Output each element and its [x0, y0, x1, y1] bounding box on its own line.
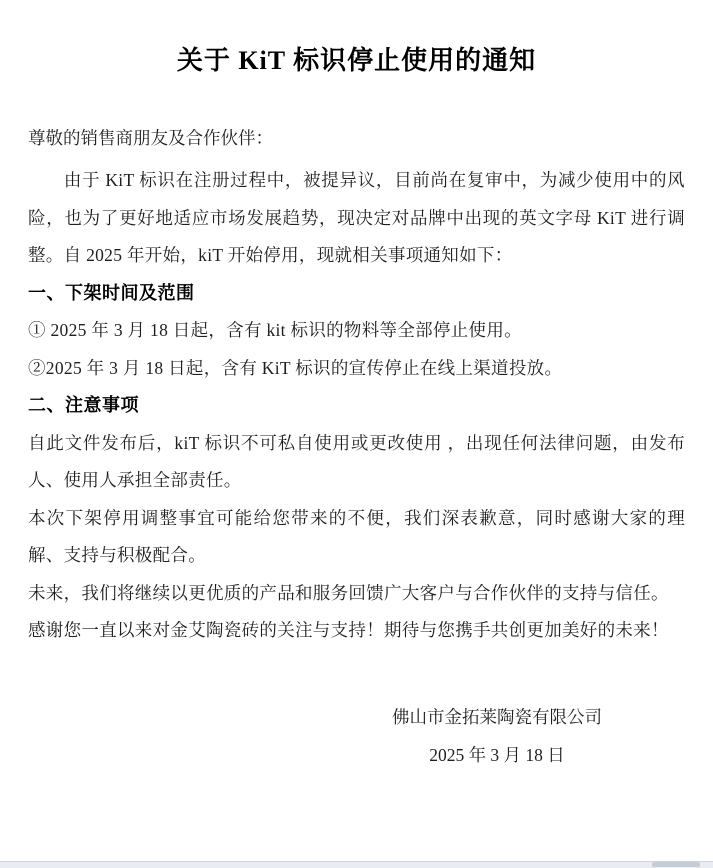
signature-block [357, 698, 637, 774]
scrollbar-thumb[interactable] [652, 862, 700, 867]
section2-heading: 二、注意事项 [28, 395, 139, 415]
signature-date: 2025 年 3 月 18 日 [429, 744, 565, 765]
greeting-line: 尊敬的销售商朋友及合作伙伴： [28, 128, 273, 148]
horizontal-scrollbar[interactable] [0, 861, 713, 868]
signature-company: 佛山市金拓莱陶瓷有限公司 [392, 706, 602, 727]
section1-heading: 一、下架时间及范围 [28, 282, 195, 303]
intro-paragraph: 由于 KiT 标识在注册过程中，被提异议，目前尚在复审中，为减少使用中的风险，也为了更好地适应市场发展趋势，现决定对品牌中出现的英文字母 KiT 进行调整。自 2025 年开始，kiT 开始停用，现就相关事项通知如下： [28, 170, 685, 265]
section1-item-2: ②2025 年 3 月 18 日起，含有 KiT 标识的宣传停止在线上渠道投放。 [28, 357, 563, 378]
document-title: 关于 KiT 标识停止使用的通知 [176, 46, 537, 75]
section2-paragraph-4: 感谢您一直以来对金艾陶瓷砖的关注与支持！期待与您携手共创更加美好的未来！ [28, 620, 669, 640]
section2-paragraph-2: 本次下架停用调整事宜可能给您带来的不便，我们深表歉意，同时感谢大家的理解、支持与积极配合。 [28, 507, 685, 565]
section2-paragraph-1: 自此文件发布后，kiT 标识不可私自使用或更改使用 ，出现任何法律问题，由发布人、使用人承担全部责任。 [28, 432, 685, 490]
section2-paragraph-3: 未来，我们将继续以更优质的产品和服务回馈广大客户与合作伙伴的支持与信任。 [28, 582, 669, 603]
section1-item-1: ① 2025 年 3 月 18 日起，含有 kit 标识的物料等全部停止使用。 [28, 320, 522, 340]
